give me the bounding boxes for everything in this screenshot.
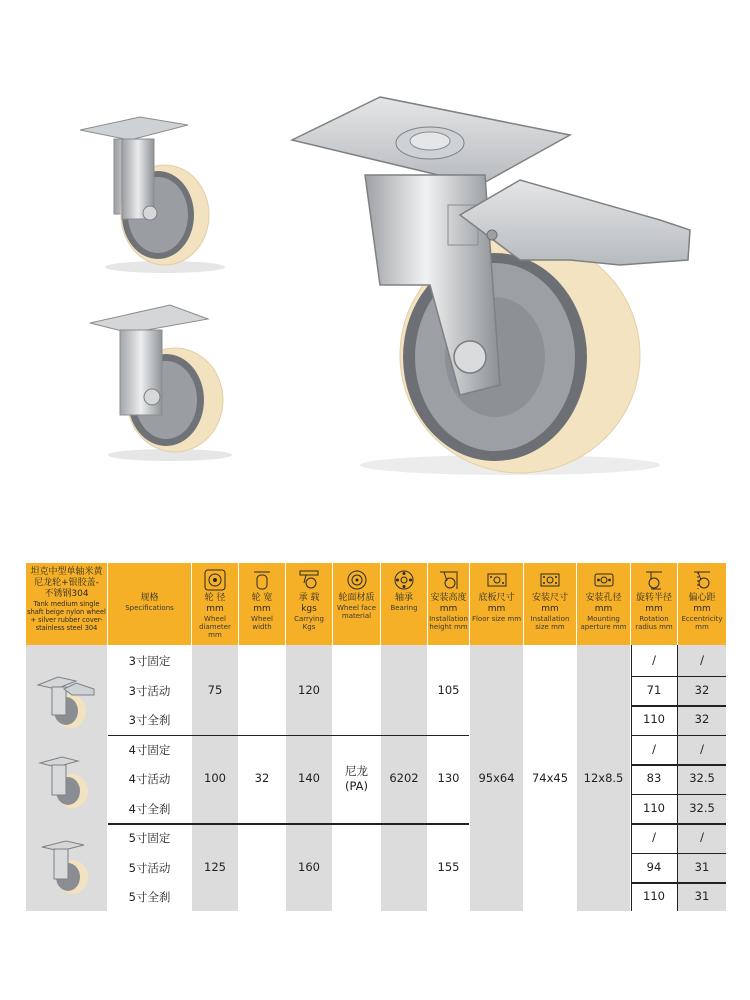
rotation-radius-icon (643, 569, 665, 591)
eccentricity-icon (691, 569, 713, 591)
header-ecc-unit: mm (693, 604, 711, 614)
header-bearing (381, 563, 427, 645)
brake-caster-photo (270, 85, 720, 485)
ecc-value: 31 (694, 889, 710, 903)
header-diameter-en3: mm (208, 631, 222, 639)
header-load-en2: Kgs (302, 623, 316, 631)
header-height-en1: Installation (429, 615, 468, 623)
header-hole-unit: mm (594, 604, 613, 614)
floor-value: 95x64 (478, 771, 515, 785)
radius-value: 110 (643, 712, 665, 726)
height-value: 130 (437, 771, 460, 785)
header-height (428, 563, 469, 645)
install-size-icon (539, 569, 561, 591)
face-value-en: (PA) (344, 779, 369, 793)
fixed-caster-photo (70, 295, 240, 465)
table-hline (108, 823, 469, 825)
header-face (333, 563, 380, 645)
title-cn-1: 坦克中型单轴米黄 (30, 567, 103, 577)
header-ecc-en1: Eccentricity (681, 615, 723, 623)
wheel-face-icon (346, 569, 368, 591)
header-radius-en1: Rotation (639, 615, 669, 623)
header-diameter-en1: Wheel (204, 615, 226, 623)
table-hline (631, 735, 726, 737)
spec-label: 5寸活动 (128, 860, 171, 875)
header-load-unit: kgs (301, 604, 317, 614)
title-en-4: stainless steel 304 (35, 624, 98, 632)
header-diameter-unit: mm (206, 604, 224, 614)
table-hline (108, 735, 469, 737)
header-inst (524, 563, 576, 645)
diameter-value: 75 (207, 682, 223, 697)
face-value-cn: 尼龙 (345, 764, 368, 778)
header-hole-cn: 安装孔径 (585, 593, 622, 603)
header-hole-en1: Mounting (587, 615, 620, 623)
header-height-unit: mm (439, 604, 458, 614)
header-title (26, 563, 107, 645)
header-radius-unit: mm (645, 604, 663, 614)
col-spec (108, 645, 191, 911)
floor-size-icon (486, 569, 508, 591)
header-radius-cn: 旋转半径 (635, 593, 672, 603)
spec-label: 4寸活动 (128, 772, 171, 786)
header-bearing-en1: Bearing (390, 604, 418, 612)
brake-caster-thumb (36, 673, 98, 731)
mounting-hole-icon (593, 569, 615, 591)
header-load (286, 563, 332, 645)
header-ecc (678, 563, 726, 645)
header-load-en1: Carrying (294, 615, 324, 623)
ecc-value: 32 (694, 682, 710, 697)
wheel-diameter-icon (204, 569, 226, 591)
spec-label: 3寸固定 (128, 654, 171, 668)
table-hline (631, 794, 726, 796)
spec-label: 4寸固定 (128, 742, 171, 757)
ecc-value: / (700, 741, 704, 756)
col-bearing (381, 645, 427, 911)
col-ecc (678, 645, 726, 911)
col-inst (524, 645, 576, 911)
radius-value: 83 (646, 771, 662, 785)
header-inst-en2: size mm (535, 623, 565, 631)
swivel-caster-thumb (38, 753, 96, 811)
table-hline (631, 823, 726, 825)
header-spec (108, 563, 191, 645)
bearing-icon (393, 569, 415, 591)
header-load-cn: 承 载 (298, 593, 320, 603)
col-radius (631, 645, 677, 911)
radius-value: / (652, 653, 656, 667)
spec-table (26, 563, 726, 911)
header-width-en2: width (252, 623, 272, 631)
header-face-cn: 轮面材质 (338, 593, 375, 603)
inst-value: 74x45 (531, 771, 569, 785)
header-inst-unit: mm (541, 604, 559, 614)
width-value: 32 (254, 771, 270, 785)
wheel-width-icon (251, 569, 273, 591)
radius-value: 110 (643, 889, 665, 903)
header-ecc-cn: 偏心距 (688, 593, 716, 603)
header-radius-en2: radius mm (635, 623, 673, 631)
header-hole (577, 563, 630, 645)
table-hline (631, 853, 726, 855)
title-en-3: + silver rubber cover- (30, 616, 103, 624)
spec-label: 3寸全刹 (128, 713, 171, 727)
header-width (239, 563, 285, 645)
header-ecc-en2: mm (695, 623, 709, 631)
title-en-2: shaft beige nylon wheel (27, 608, 106, 616)
header-height-cn: 安装高度 (430, 593, 467, 603)
header-bearing-cn: 轴承 (394, 593, 413, 603)
col-width (239, 645, 285, 911)
load-capacity-icon (298, 569, 320, 591)
header-inst-cn: 安装尺寸 (531, 593, 568, 603)
table-hline (631, 705, 726, 707)
ecc-value: 32.5 (689, 771, 715, 785)
header-spec-en: Specifications (125, 604, 174, 612)
ecc-value: / (700, 830, 704, 844)
header-floor-unit: mm (487, 604, 506, 614)
ecc-value: 31 (694, 859, 710, 874)
header-diameter (192, 563, 238, 645)
radius-value: / (652, 741, 656, 756)
table-vline (677, 645, 678, 911)
swivel-caster-photo (70, 95, 240, 275)
col-face (333, 645, 380, 911)
radius-value: 94 (646, 859, 662, 874)
spec-label: 4寸全刹 (128, 801, 171, 816)
title-cn-3: 不锈钢304 (44, 589, 89, 599)
col-height (428, 645, 469, 911)
load-value: 140 (298, 771, 320, 785)
height-value: 155 (437, 859, 460, 874)
hole-value: 12x8.5 (583, 771, 624, 785)
diameter-value: 125 (204, 859, 226, 874)
header-diameter-en2: diameter (199, 623, 231, 631)
header-diameter-cn: 轮 径 (204, 593, 226, 603)
install-height-icon (438, 569, 460, 591)
header-floor-en1: Floor size mm (471, 615, 522, 623)
spec-label: 5寸全刹 (128, 890, 171, 904)
title-en-1: Tank medium single (33, 600, 100, 608)
ecc-value: / (700, 653, 704, 667)
col-diameter (192, 645, 238, 911)
load-value: 160 (298, 859, 320, 874)
col-hole (577, 645, 630, 911)
header-width-unit: mm (253, 604, 271, 614)
header-inst-en1: Installation (530, 615, 570, 623)
header-width-en1: Wheel (251, 615, 273, 623)
col-images (26, 645, 107, 911)
table-hline (631, 764, 726, 766)
header-spec-cn: 规格 (140, 593, 159, 603)
diameter-value: 100 (204, 771, 226, 785)
header-width-cn: 轮 宽 (251, 593, 273, 603)
ecc-value: 32.5 (689, 800, 715, 815)
ecc-value: 32 (694, 712, 710, 726)
height-value: 105 (437, 682, 460, 697)
spec-label: 3寸活动 (128, 683, 171, 698)
header-floor (470, 563, 523, 645)
header-radius (631, 563, 677, 645)
radius-value: / (652, 830, 656, 844)
fixed-caster-thumb (38, 839, 96, 897)
col-load (286, 645, 332, 911)
load-value: 120 (298, 682, 320, 697)
spec-label: 5寸固定 (128, 831, 171, 845)
header-floor-cn: 底板尺寸 (478, 593, 515, 603)
header-face-en2: material (341, 612, 372, 620)
radius-value: 110 (643, 800, 665, 815)
table-hline (631, 882, 726, 884)
bearing-value: 6202 (389, 771, 419, 785)
radius-value: 71 (646, 682, 662, 697)
header-height-en2: height mm (429, 623, 468, 631)
col-floor (470, 645, 523, 911)
header-hole-en2: aperture mm (580, 623, 627, 631)
title-cn-2: 尼龙轮+银胶盖- (34, 578, 99, 588)
table-hline (631, 676, 726, 678)
table-vline (631, 645, 632, 911)
header-face-en1: Wheel face (336, 604, 377, 612)
